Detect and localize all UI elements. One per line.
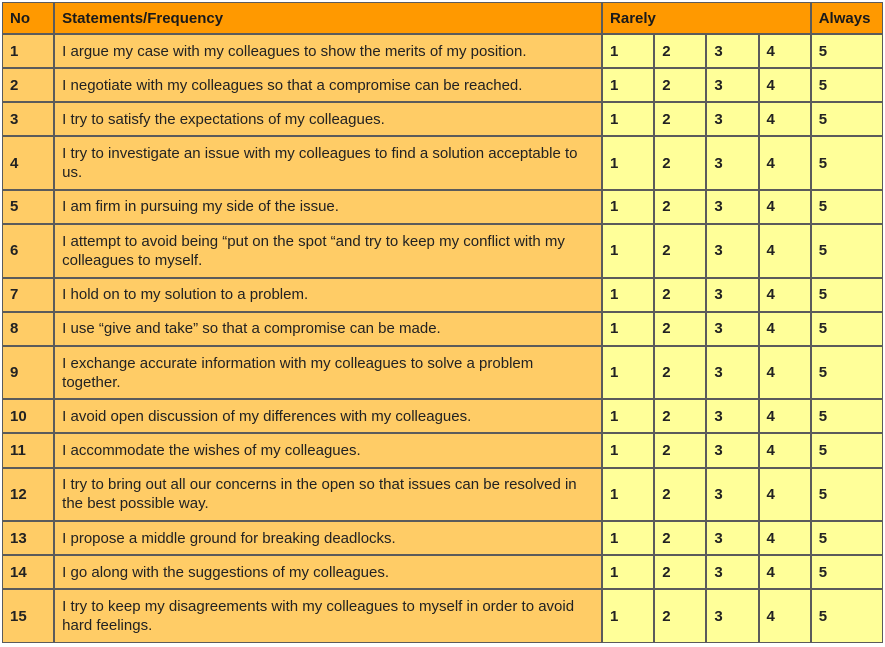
- row-number: 2: [2, 68, 54, 102]
- row-number: 10: [2, 399, 54, 433]
- scale-option-4[interactable]: 4: [759, 68, 811, 102]
- scale-option-5[interactable]: 5: [811, 136, 883, 190]
- scale-option-3[interactable]: 3: [706, 224, 758, 278]
- statement-text: I avoid open discussion of my differences with my colleagues.: [54, 399, 602, 433]
- scale-option-3[interactable]: 3: [706, 190, 758, 224]
- scale-option-4[interactable]: 4: [759, 589, 811, 643]
- scale-option-1[interactable]: 1: [602, 136, 654, 190]
- scale-option-1[interactable]: 1: [602, 190, 654, 224]
- statement-text: I propose a middle ground for breaking deadlocks.: [54, 521, 602, 555]
- scale-option-3[interactable]: 3: [706, 521, 758, 555]
- scale-option-2[interactable]: 2: [654, 521, 706, 555]
- scale-option-3[interactable]: 3: [706, 278, 758, 312]
- row-number: 4: [2, 136, 54, 190]
- scale-option-4[interactable]: 4: [759, 34, 811, 68]
- row-number: 11: [2, 433, 54, 467]
- table-row: [2, 433, 883, 467]
- scale-option-2[interactable]: 2: [654, 68, 706, 102]
- statement-text: I am firm in pursuing my side of the issue.: [54, 190, 602, 224]
- row-number: 9: [2, 346, 54, 400]
- statement-text: I try to keep my disagreements with my colleagues to myself in order to avoid hard feelings.: [54, 589, 602, 643]
- scale-option-2[interactable]: 2: [654, 34, 706, 68]
- statement-text: I negotiate with my colleagues so that a compromise can be reached.: [54, 68, 602, 102]
- scale-option-4[interactable]: 4: [759, 102, 811, 136]
- scale-option-5[interactable]: 5: [811, 102, 883, 136]
- scale-option-3[interactable]: 3: [706, 433, 758, 467]
- row-number: 6: [2, 224, 54, 278]
- scale-option-5[interactable]: 5: [811, 278, 883, 312]
- scale-option-3[interactable]: 3: [706, 68, 758, 102]
- scale-option-2[interactable]: 2: [654, 190, 706, 224]
- scale-option-1[interactable]: 1: [602, 278, 654, 312]
- scale-option-4[interactable]: 4: [759, 521, 811, 555]
- row-number: 1: [2, 34, 54, 68]
- scale-option-5[interactable]: 5: [811, 224, 883, 278]
- row-number: 8: [2, 312, 54, 346]
- table-row: [2, 589, 883, 643]
- scale-option-4[interactable]: 4: [759, 468, 811, 522]
- table-row: [2, 555, 883, 589]
- scale-option-3[interactable]: 3: [706, 555, 758, 589]
- table-row: [2, 468, 883, 522]
- scale-option-3[interactable]: 3: [706, 346, 758, 400]
- scale-option-1[interactable]: 1: [602, 521, 654, 555]
- statement-text: I try to investigate an issue with my colleagues to find a solution acceptable to us.: [54, 136, 602, 190]
- scale-option-5[interactable]: 5: [811, 346, 883, 400]
- statement-text: I try to bring out all our concerns in the open so that issues can be resolved in the best possible way.: [54, 468, 602, 522]
- scale-option-1[interactable]: 1: [602, 346, 654, 400]
- header-row: [2, 2, 883, 34]
- row-number: 12: [2, 468, 54, 522]
- scale-option-1[interactable]: 1: [602, 312, 654, 346]
- statement-text: I use “give and take” so that a compromise can be made.: [54, 312, 602, 346]
- table-row: [2, 68, 883, 102]
- scale-option-1[interactable]: 1: [602, 399, 654, 433]
- header-statement: Statements/Frequency: [54, 2, 602, 34]
- row-number: 7: [2, 278, 54, 312]
- scale-option-3[interactable]: 3: [706, 136, 758, 190]
- survey-table: [2, 2, 883, 643]
- row-number: 5: [2, 190, 54, 224]
- table-row: [2, 190, 883, 224]
- scale-option-2[interactable]: 2: [654, 102, 706, 136]
- scale-option-2[interactable]: 2: [654, 312, 706, 346]
- scale-option-2[interactable]: 2: [654, 399, 706, 433]
- scale-option-4[interactable]: 4: [759, 555, 811, 589]
- scale-option-5[interactable]: 5: [811, 468, 883, 522]
- statement-text: I exchange accurate information with my colleagues to solve a problem together.: [54, 346, 602, 400]
- scale-option-4[interactable]: 4: [759, 136, 811, 190]
- scale-option-1[interactable]: 1: [602, 468, 654, 522]
- scale-option-5[interactable]: 5: [811, 34, 883, 68]
- scale-option-2[interactable]: 2: [654, 224, 706, 278]
- scale-option-4[interactable]: 4: [759, 346, 811, 400]
- row-number: 13: [2, 521, 54, 555]
- scale-option-5[interactable]: 5: [811, 433, 883, 467]
- table-row: [2, 278, 883, 312]
- table-row: [2, 521, 883, 555]
- scale-option-5[interactable]: 5: [811, 68, 883, 102]
- scale-option-2[interactable]: 2: [654, 346, 706, 400]
- header-rarely: Rarely: [602, 2, 811, 34]
- scale-option-1[interactable]: 1: [602, 433, 654, 467]
- table-row: [2, 136, 883, 190]
- scale-option-1[interactable]: 1: [602, 102, 654, 136]
- statement-text: I go along with the suggestions of my colleagues.: [54, 555, 602, 589]
- header-always: Always: [811, 2, 883, 34]
- scale-option-1[interactable]: 1: [602, 224, 654, 278]
- table-row: [2, 34, 883, 68]
- scale-option-1[interactable]: 1: [602, 589, 654, 643]
- scale-option-4[interactable]: 4: [759, 190, 811, 224]
- scale-option-4[interactable]: 4: [759, 278, 811, 312]
- header-no: No: [2, 2, 54, 34]
- scale-option-1[interactable]: 1: [602, 34, 654, 68]
- scale-option-5[interactable]: 5: [811, 399, 883, 433]
- scale-option-5[interactable]: 5: [811, 555, 883, 589]
- scale-option-3[interactable]: 3: [706, 34, 758, 68]
- scale-option-3[interactable]: 3: [706, 589, 758, 643]
- row-number: 3: [2, 102, 54, 136]
- scale-option-5[interactable]: 5: [811, 521, 883, 555]
- scale-option-2[interactable]: 2: [654, 433, 706, 467]
- scale-option-2[interactable]: 2: [654, 589, 706, 643]
- scale-option-5[interactable]: 5: [811, 589, 883, 643]
- table-row: [2, 399, 883, 433]
- scale-option-2[interactable]: 2: [654, 278, 706, 312]
- scale-option-4[interactable]: 4: [759, 433, 811, 467]
- scale-option-5[interactable]: 5: [811, 190, 883, 224]
- statement-text: I accommodate the wishes of my colleagues.: [54, 433, 602, 467]
- table-row: [2, 102, 883, 136]
- table-row: [2, 312, 883, 346]
- scale-option-3[interactable]: 3: [706, 102, 758, 136]
- scale-option-3[interactable]: 3: [706, 312, 758, 346]
- statement-text: I try to satisfy the expectations of my colleagues.: [54, 102, 602, 136]
- scale-option-1[interactable]: 1: [602, 68, 654, 102]
- scale-option-3[interactable]: 3: [706, 399, 758, 433]
- scale-option-3[interactable]: 3: [706, 468, 758, 522]
- statement-text: I attempt to avoid being “put on the spot “and try to keep my conflict with my colleagues to myself.: [54, 224, 602, 278]
- table-row: [2, 224, 883, 278]
- scale-option-2[interactable]: 2: [654, 555, 706, 589]
- statement-text: I argue my case with my colleagues to show the merits of my position.: [54, 34, 602, 68]
- table-row: [2, 346, 883, 400]
- scale-option-4[interactable]: 4: [759, 312, 811, 346]
- scale-option-5[interactable]: 5: [811, 312, 883, 346]
- scale-option-2[interactable]: 2: [654, 136, 706, 190]
- row-number: 14: [2, 555, 54, 589]
- scale-option-4[interactable]: 4: [759, 224, 811, 278]
- scale-option-4[interactable]: 4: [759, 399, 811, 433]
- scale-option-1[interactable]: 1: [602, 555, 654, 589]
- row-number: 15: [2, 589, 54, 643]
- statement-text: I hold on to my solution to a problem.: [54, 278, 602, 312]
- scale-option-2[interactable]: 2: [654, 468, 706, 522]
